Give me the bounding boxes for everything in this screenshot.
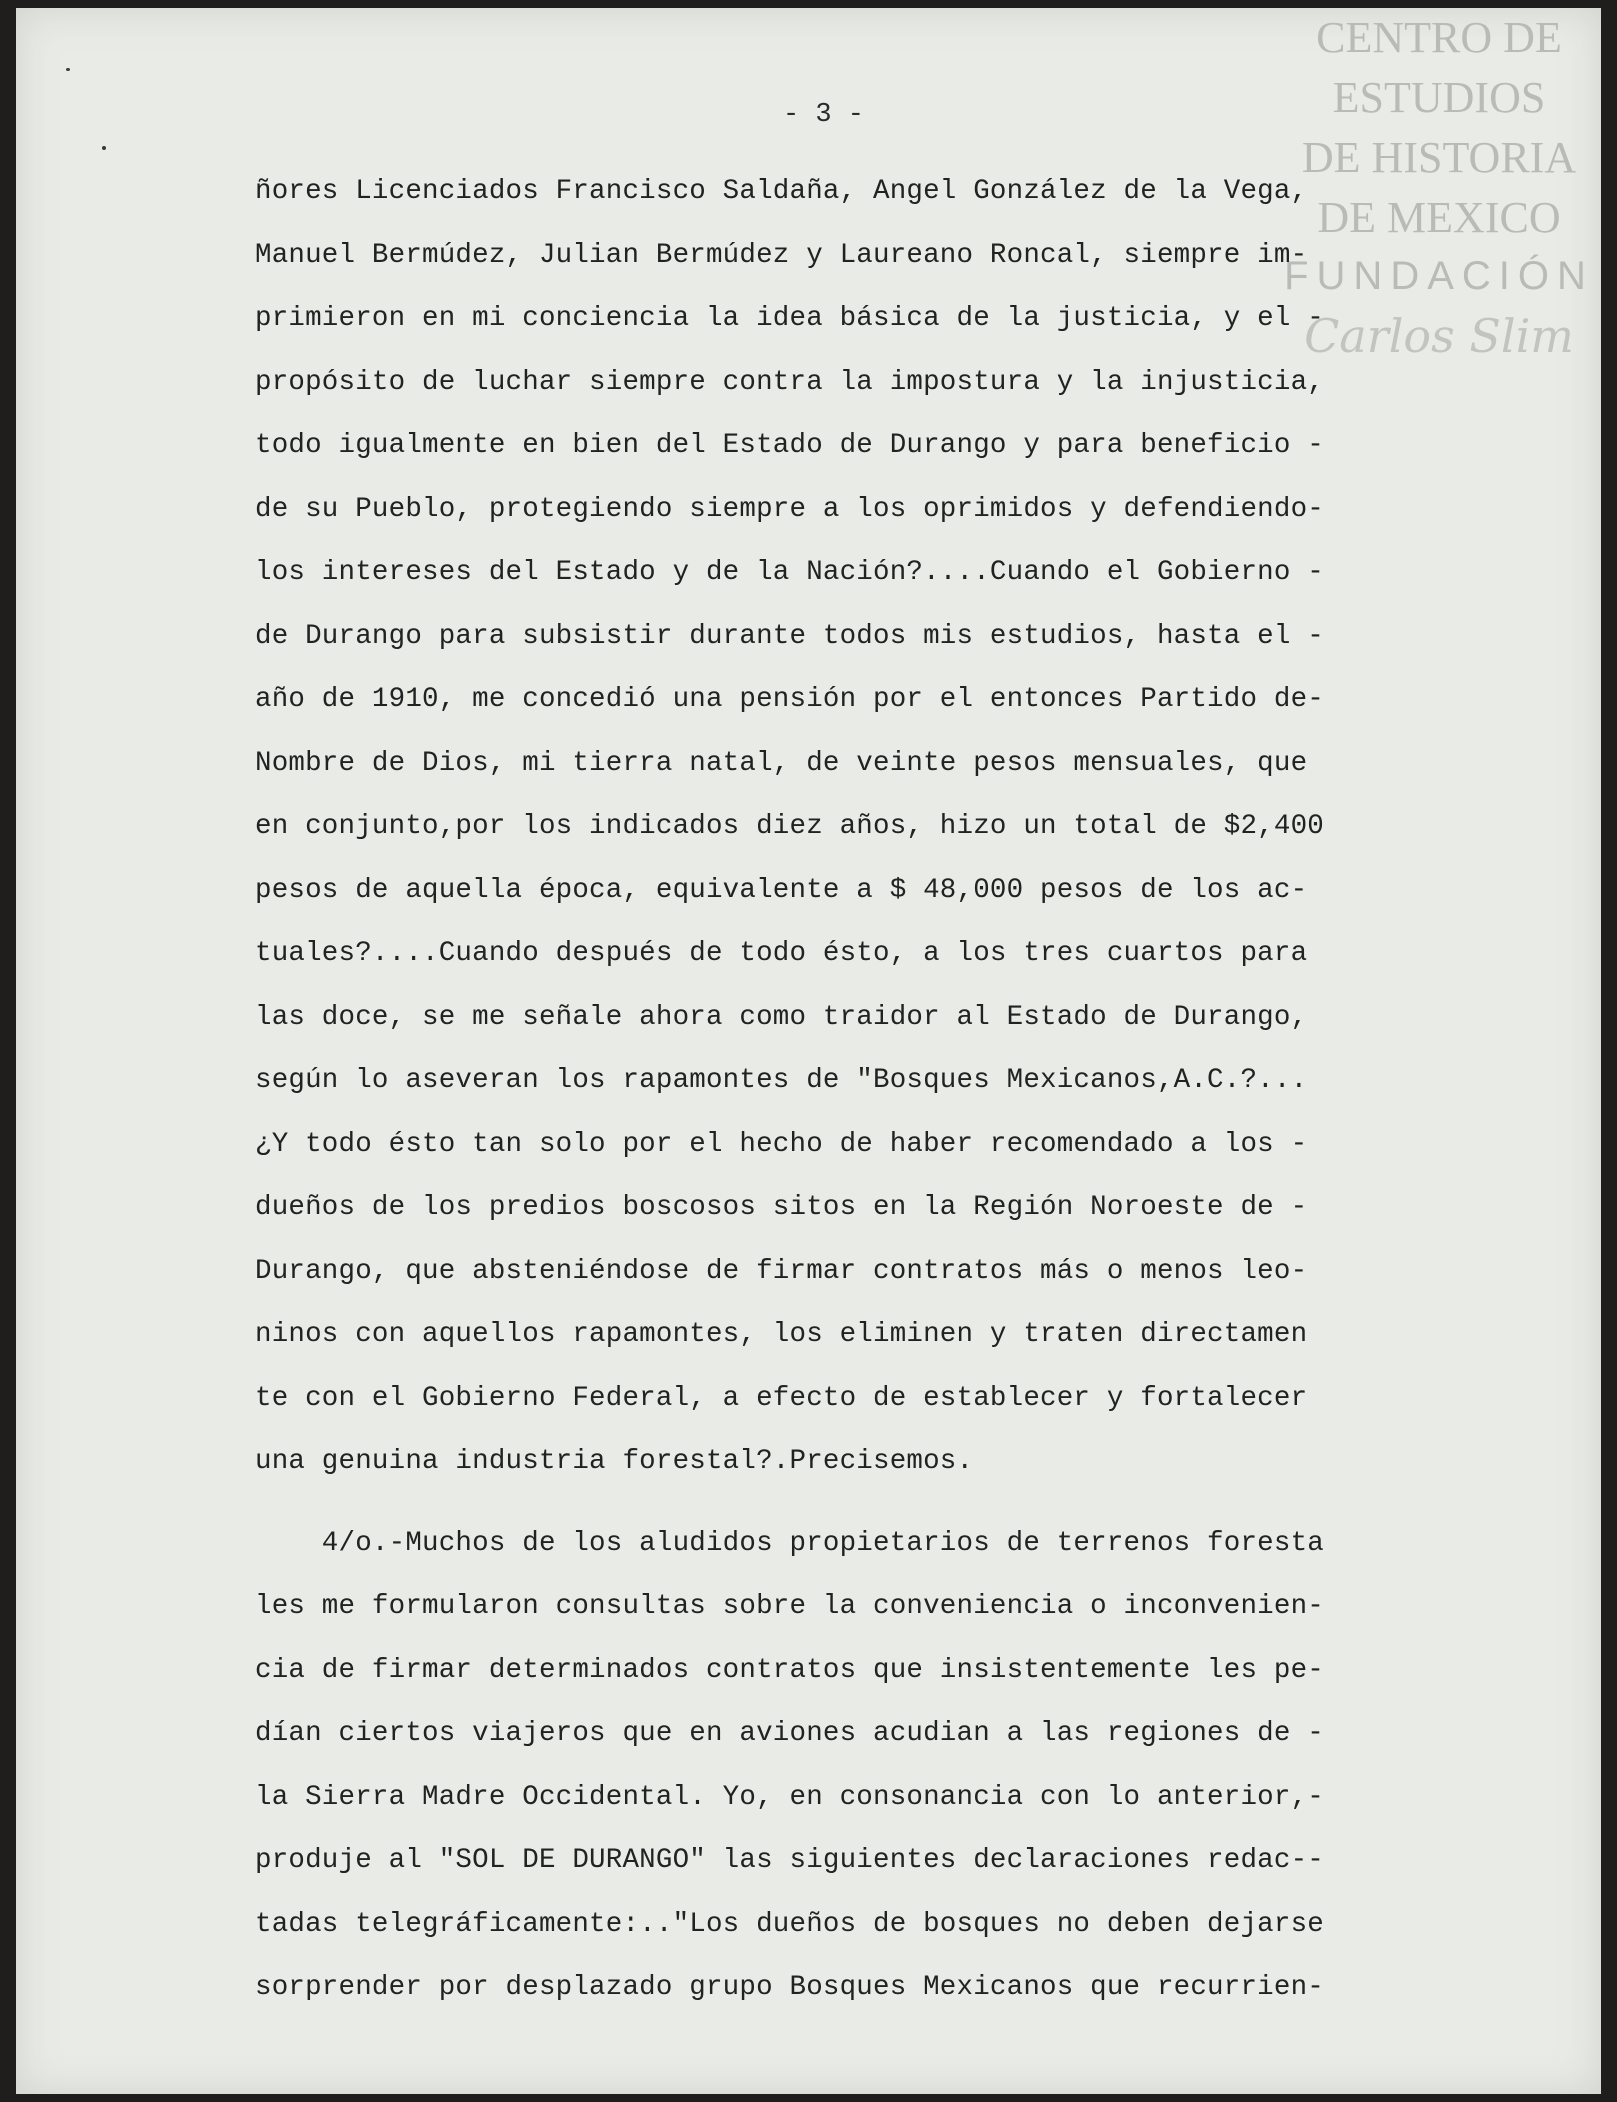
text-line: cia de firmar determinados contratos que insistentemente les pe- bbox=[255, 1654, 1324, 1686]
text-line: de Durango para subsistir durante todos mis estudios, hasta el - bbox=[255, 620, 1324, 652]
text-line: de su Pueblo, protegiendo siempre a los oprimidos y defendiendo- bbox=[255, 493, 1324, 525]
text-line: según lo aseveran los rapamontes de "Bosques Mexicanos,A.C.?... bbox=[255, 1065, 1308, 1096]
text-line: ¿Y todo ésto tan solo por el hecho de haber recomendado a los - bbox=[255, 1128, 1308, 1160]
text-line: les me formularon consultas sobre la conveniencia o inconvenien- bbox=[255, 1591, 1324, 1622]
watermark-line: ESTUDIOS bbox=[1332, 73, 1546, 122]
text-line: en conjunto,por los indicados diez años, hizo un total de $2,400 bbox=[255, 811, 1324, 842]
watermark-line: DE HISTORIA bbox=[1301, 133, 1577, 182]
text-line: las doce, se me señale ahora como traidor al Estado de Durango, bbox=[255, 1001, 1308, 1033]
text-line: tuales?....Cuando después de todo ésto, a los tres cuartos para bbox=[255, 938, 1308, 969]
speck-mark bbox=[102, 146, 106, 150]
text-line: Durango, que absteniéndose de firmar contratos más o menos leo- bbox=[255, 1255, 1308, 1287]
text-line: ninos con aquellos rapamontes, los eliminen y traten directamen bbox=[255, 1319, 1308, 1350]
text-line: te con el Gobierno Federal, a efecto de establecer y fortalecer bbox=[255, 1382, 1308, 1414]
text-line: 4/o.-Muchos de los aludidos propietarios de terrenos foresta bbox=[255, 1527, 1324, 1559]
text-line: todo igualmente en bien del Estado de Durango y para beneficio - bbox=[255, 430, 1324, 461]
text-line: la Sierra Madre Occidental. Yo, en consonancia con lo anterior,- bbox=[255, 1781, 1324, 1813]
paragraph-gap bbox=[255, 1494, 1475, 1512]
text-line: año de 1910, me concedió una pensión por el entonces Partido de- bbox=[255, 684, 1324, 715]
text-line: los intereses del Estado y de la Nación?....Cuando el Gobierno - bbox=[255, 557, 1324, 588]
text-line: primieron en mi conciencia la idea básica de la justicia, y el - bbox=[255, 303, 1324, 334]
speck-mark bbox=[66, 68, 70, 71]
text-line: produje al "SOL DE DURANGO" las siguientes declaraciones redac-- bbox=[255, 1845, 1324, 1876]
text-line: Nombre de Dios, mi tierra natal, de veinte pesos mensuales, que bbox=[255, 747, 1308, 779]
watermark-foundation: FUNDACIÓN bbox=[1284, 254, 1594, 298]
text-line: ñores Licenciados Francisco Saldaña, Angel González de la Vega, bbox=[255, 176, 1308, 207]
text-line: pesos de aquella época, equivalente a $ 48,000 pesos de los ac- bbox=[255, 874, 1308, 906]
text-line: dueños de los predios boscosos sitos en la Región Noroeste de - bbox=[255, 1192, 1308, 1223]
page-number: - 3 - bbox=[782, 100, 864, 130]
watermark-signature: Carlos Slim bbox=[1304, 309, 1574, 363]
text-line: tadas telegráficamente:.."Los dueños de bosques no deben dejarse bbox=[255, 1908, 1324, 1940]
text-line: propósito de luchar siempre contra la impostura y la injusticia, bbox=[255, 366, 1324, 398]
text-line: sorprender por desplazado grupo Bosques Mexicanos que recurrien- bbox=[255, 1972, 1324, 2003]
text-line: dían ciertos viajeros que en aviones acudian a las regiones de - bbox=[255, 1718, 1324, 1749]
watermark-line: CENTRO DE bbox=[1316, 13, 1562, 62]
text-line: una genuina industria forestal?.Precisemos. bbox=[255, 1446, 974, 1477]
watermark-line: DE MEXICO bbox=[1317, 193, 1561, 242]
text-line: Manuel Bermúdez, Julian Bermúdez y Laureano Roncal, siempre im- bbox=[255, 239, 1308, 271]
typed-body-text bbox=[255, 160, 1475, 2020]
